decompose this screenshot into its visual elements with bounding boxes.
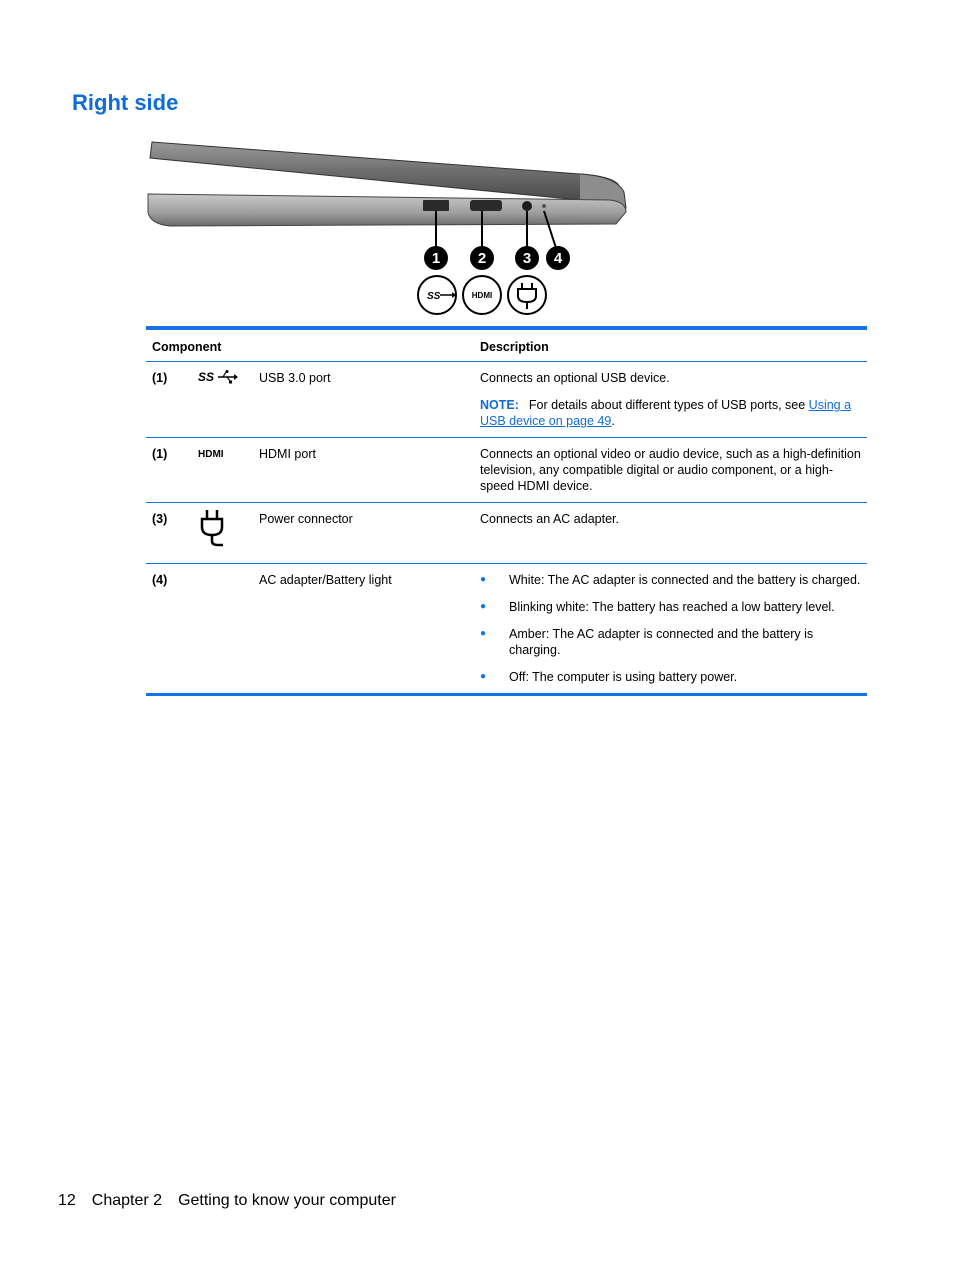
svg-text:4: 4 bbox=[553, 250, 563, 267]
note bbox=[480, 397, 861, 429]
callout-badges bbox=[424, 246, 570, 270]
svg-text:1: 1 bbox=[431, 250, 441, 267]
list-item: ● Amber: The AC adapter is connected and the battery is charging. bbox=[480, 626, 861, 658]
svg-text:HDMI: HDMI bbox=[198, 449, 224, 460]
hdmi-icon bbox=[463, 276, 501, 314]
component-description: Connects an optional video or audio device, such as a high-definition television, any compatible digital or audio component, or a high-speed HDMI device. bbox=[480, 447, 861, 493]
usb-superspeed-icon bbox=[418, 276, 456, 314]
svg-text:HDMI: HDMI bbox=[471, 291, 493, 300]
component-number: (1) bbox=[152, 371, 168, 385]
page-footer bbox=[58, 1192, 412, 1210]
hdmi-icon bbox=[190, 438, 253, 503]
component-name: USB 3.0 port bbox=[259, 371, 331, 385]
svg-text:3: 3 bbox=[522, 250, 532, 267]
svg-text:SS: SS bbox=[427, 291, 441, 302]
usb-superspeed-icon bbox=[190, 362, 253, 438]
page-number: 12 bbox=[58, 1192, 76, 1209]
table-row bbox=[146, 362, 867, 438]
note-label: NOTE: bbox=[480, 398, 519, 412]
callout-3 bbox=[515, 246, 539, 270]
note-end: . bbox=[611, 414, 615, 428]
component-number: (3) bbox=[152, 512, 168, 526]
power-plug-icon bbox=[190, 503, 253, 564]
table-row bbox=[146, 438, 867, 503]
component-name: AC adapter/Battery light bbox=[259, 573, 392, 587]
laptop-right-side-figure bbox=[140, 132, 640, 322]
chapter-label: Chapter 2 bbox=[91, 1192, 163, 1209]
note-text: For details about different types of USB ports, see bbox=[528, 398, 809, 412]
table-row bbox=[146, 564, 867, 695]
description-text: Connects an optional USB device. bbox=[480, 371, 670, 385]
components-table bbox=[146, 326, 867, 696]
component-name: HDMI port bbox=[259, 447, 316, 461]
component-number: (1) bbox=[152, 447, 168, 461]
header-description: Description bbox=[480, 340, 549, 354]
empty-icon-cell bbox=[190, 564, 253, 695]
header-component: Component bbox=[152, 340, 222, 354]
table-row bbox=[146, 503, 867, 564]
component-name: Power connector bbox=[259, 512, 353, 526]
svg-text:2: 2 bbox=[477, 250, 487, 267]
callout-4 bbox=[546, 246, 570, 270]
list-item: ● White: The AC adapter is connected and the battery is charged. bbox=[480, 572, 861, 588]
usb-device-link[interactable]: Using a USB device on page 49 bbox=[480, 398, 852, 428]
callout-1 bbox=[424, 246, 448, 270]
power-plug-icon bbox=[508, 276, 546, 314]
list-item: ● Off: The computer is using battery power. bbox=[480, 669, 861, 685]
component-description bbox=[474, 362, 867, 438]
component-description bbox=[474, 564, 867, 695]
table-header-row bbox=[146, 328, 867, 362]
svg-text:SS: SS bbox=[198, 370, 215, 384]
component-number: (4) bbox=[152, 573, 168, 587]
chapter-title: Getting to know your computer bbox=[178, 1192, 396, 1209]
component-description: Connects an AC adapter. bbox=[480, 512, 619, 526]
laptop-illustration bbox=[148, 142, 626, 226]
page-title: Right side bbox=[72, 90, 179, 115]
callout-2 bbox=[470, 246, 494, 270]
list-item: ● Blinking white: The battery has reached a low battery level. bbox=[480, 599, 861, 615]
status-list bbox=[480, 572, 861, 685]
